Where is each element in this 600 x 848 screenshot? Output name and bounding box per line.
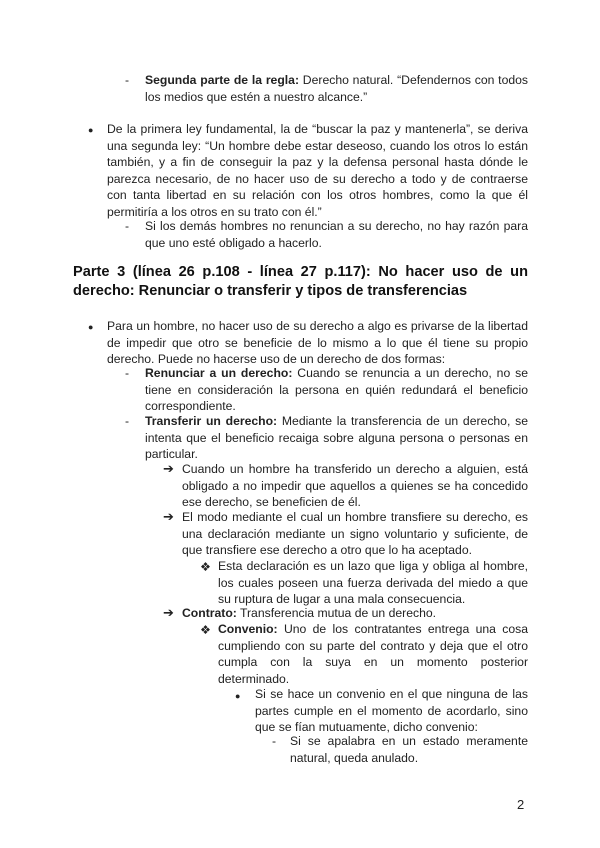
renunciar-label: Renunciar a un derecho: — [145, 366, 293, 380]
page-number: 2 — [517, 797, 525, 812]
segunda-parte-item — [145, 72, 528, 105]
apalabra-item: Si se apalabra en un estado meramente natural, queda anulado. — [290, 734, 528, 765]
transferido-item: Cuando un hombre ha transferido un derecho a alguien, está obligado a no impedir que aquellos a quienes se ha concedido ese derecho, se beneficien de él. — [182, 462, 528, 510]
dash-marker: - — [272, 734, 277, 748]
bullet-marker: ● — [88, 125, 94, 135]
segunda-parte-label: Segunda parte de la regla: — [145, 73, 300, 87]
bullet-marker: ● — [235, 691, 241, 701]
diamond-marker: ❖ — [200, 560, 211, 574]
arrow-marker: ➔ — [163, 509, 174, 524]
renunciar-item — [145, 365, 528, 415]
primera-ley-paragraph: De la primera ley fundamental, la de “buscar la paz y mantenerla”, se deriva una segunda ley: “Un hombre debe estar deseoso, cuando los otros lo están también, y a fin de conseguir la paz y la defensa personal hasta dónde le parezca necesario, de no hacer uso de su derecho a todo y de contraerse con tanta libertad en su relación con los otros hombres, como la que él permitiría a los otros en su trato con él.” — [107, 122, 528, 219]
arrow-marker: ➔ — [163, 605, 174, 620]
declaracion-item: Esta declaración es un lazo que liga y obliga al hombre, los cuales poseen una fuerza derivada del miedo a que su ruptura de lugar a una mala consecuencia. — [218, 559, 528, 607]
arrow-marker: ➔ — [163, 461, 174, 476]
convenio-item — [218, 621, 528, 687]
dash-marker: - — [125, 366, 130, 380]
dash-marker: - — [125, 219, 130, 233]
transferir-text: Mediante la transferencia de un derecho, se intenta que el beneficio recaiga sobre alguna persona o personas en particular. — [145, 414, 528, 462]
dash-marker: - — [125, 73, 130, 87]
segunda-parte-text: Derecho natural. “Defendernos con todos los medios que estén a nuestro alcance.” — [145, 73, 528, 104]
dash-marker: - — [125, 414, 130, 428]
contrato-text: Transferencia mutua de un derecho. — [236, 606, 437, 620]
renunciar-text: Cuando se renuncia a un derecho, no se tiene en consideración la persona en quién redundará el beneficio correspondiente. — [145, 366, 528, 414]
section-heading: Parte 3 (línea 26 p.108 - línea 27 p.117): No hacer uso de un derecho: Renunciar o transferir y tipos de transferencias — [73, 264, 528, 299]
convenio-text: Uno de los contratantes entrega una cosa cumpliendo con su parte del contrato y deja que el otro cumpla con la suya en un momento posterior determinado. — [218, 622, 528, 686]
convenio-mutuo-item: Si se hace un convenio en el que ninguna de las partes cumple en el momento de acordarlo, sino que se fían mutuamente, dicho convenio: — [255, 687, 528, 735]
renuncian-item: Si los demás hombres no renuncian a su derecho, no hay razón para que uno esté obligado a hacerlo. — [145, 219, 528, 250]
bullet-marker: ● — [88, 322, 94, 332]
contrato-label: Contrato: — [182, 606, 237, 620]
contrato-item — [182, 605, 528, 622]
modo-transferencia-item: El modo mediante el cual un hombre transfiere su derecho, es una declaración mediante un signo voluntario y suficiente, de que transfiere ese derecho a otro que lo ha aceptado. — [182, 510, 528, 558]
no-hacer-uso-paragraph: Para un hombre, no hacer uso de su derecho a algo es privarse de la libertad de impedir que otro se beneficie de lo mismo a lo que él tiene su propio derecho. Puede no hacerse uso de un derecho de dos formas: — [107, 319, 528, 367]
transferir-label: Transferir un derecho: — [145, 414, 278, 428]
transferir-item — [145, 413, 528, 463]
convenio-label: Convenio: — [218, 622, 278, 636]
diamond-marker: ❖ — [200, 623, 211, 637]
